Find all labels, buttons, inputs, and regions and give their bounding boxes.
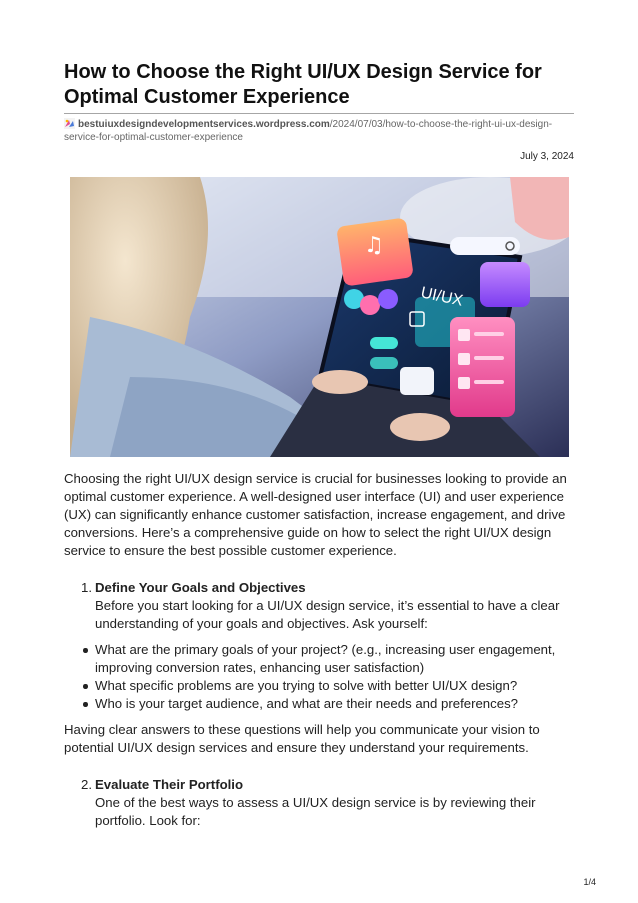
publish-date: July 3, 2024 xyxy=(520,151,574,162)
step-text: Before you start looking for a UI/UX design service, it’s essential to have a clear understanding of your goals and objectives. Ask yourself: xyxy=(95,598,560,631)
step-item xyxy=(64,776,576,830)
source-path: /2024/07/03/how-to-choose-the-right-ui-ux-design-service-for-optimal-customer-experience xyxy=(64,119,553,143)
page-title: How to Choose the Right UI/UX Design Service for Optimal Customer Experience xyxy=(64,61,542,108)
step-number: 1. xyxy=(81,580,92,595)
question-list xyxy=(64,641,576,713)
title-divider xyxy=(64,113,574,114)
list-item: What are the primary goals of your project? (e.g., increasing user engagement, improving conversion rates, enhancing user satisfaction) xyxy=(64,641,576,677)
site-favicon-icon xyxy=(64,118,75,129)
summary-paragraph: Having clear answers to these questions will help you communicate your vision to potential UI/UX design services and ensure they understand your requirements. xyxy=(64,722,540,755)
step-number: 2. xyxy=(81,777,92,792)
source-domain: bestuiuxdesigndevelopmentservices.wordpress.com xyxy=(78,119,330,130)
list-item: What specific problems are you trying to solve with better UI/UX design? xyxy=(64,677,576,695)
page-number: 1/4 xyxy=(583,877,596,887)
step-heading: Define Your Goals and Objectives xyxy=(95,580,306,595)
source-url[interactable] xyxy=(64,118,576,144)
intro-paragraph: Choosing the right UI/UX design service is crucial for businesses looking to provide an optimal customer experience. A well-designed user interface (UI) and user experience (UX) can significantly enhance customer satisfaction, increase engagement, and drive conversions. Here’s a comprehensive guide on how to select the right UI/UX design service to ensure the best possible customer experience. xyxy=(64,471,567,558)
svg-text:♫: ♫ xyxy=(364,233,384,258)
hero-image xyxy=(70,177,569,457)
step-item xyxy=(64,579,576,633)
step-text: One of the best ways to assess a UI/UX design service is by reviewing their portfolio. Look for: xyxy=(95,795,536,828)
hero-uiux-label: UI/UX xyxy=(419,284,465,310)
step-heading: Evaluate Their Portfolio xyxy=(95,777,244,792)
list-item: Who is your target audience, and what are their needs and preferences? xyxy=(64,695,576,713)
article-body xyxy=(64,470,576,830)
